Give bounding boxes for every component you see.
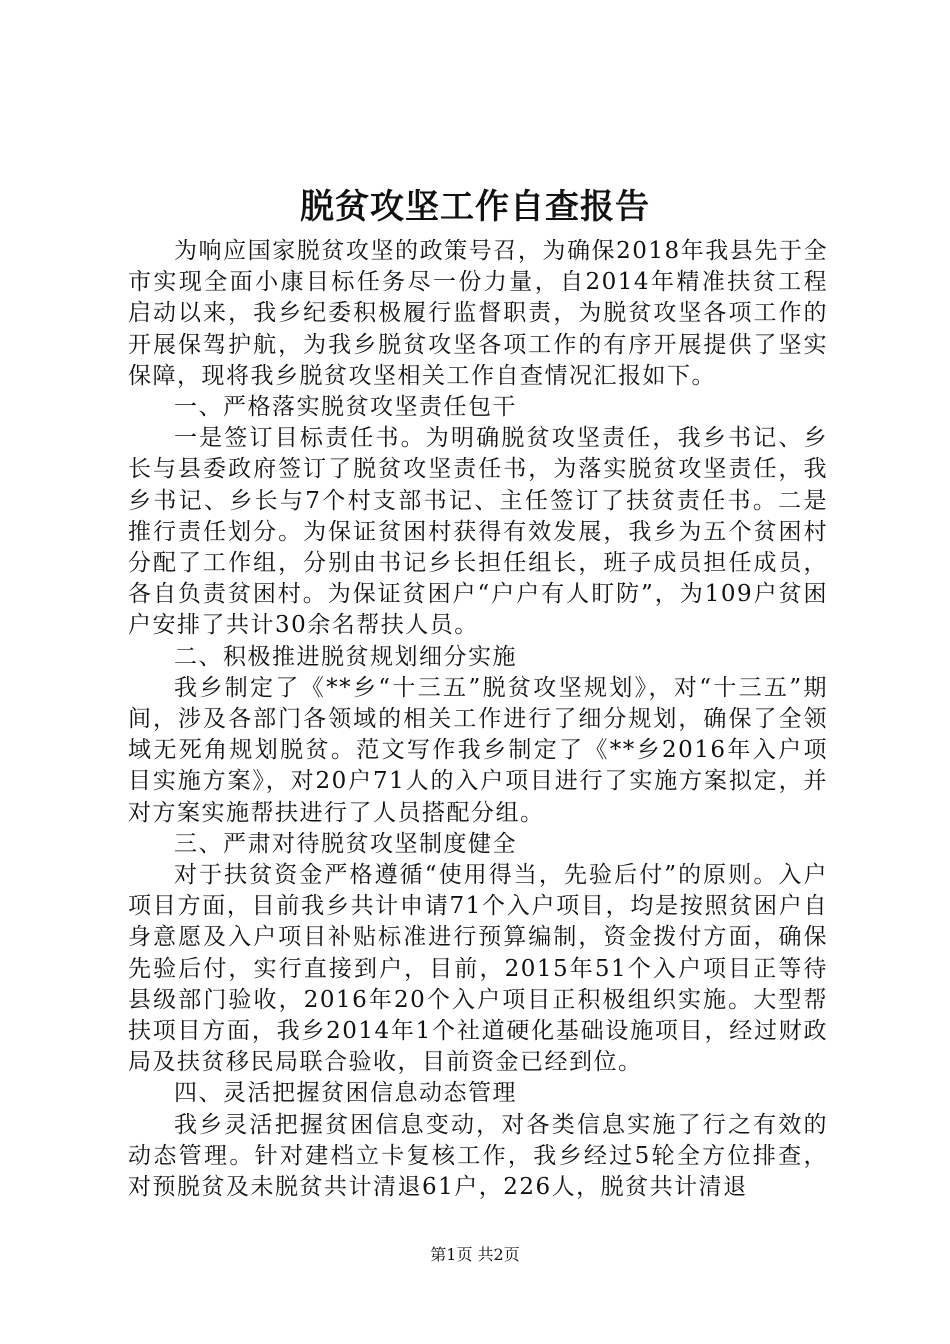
section-paragraph-1: 一是签订目标责任书。为明确脱贫攻坚责任，我乡书记、乡长与县委政府签订了脱贫攻坚责任书，为落实脱贫攻坚责任，我乡书记、乡长与7个村支部书记、主任签订了扶贫责任书。二是推行责任划分。为保证贫困村获得有效发展，我乡为五个贫困村分配了工作组，分别由书记乡长担任组长，班子成员担任成员，各自负责贫困村。为保证贫困户“户户有人盯防”，为109户贫困户安排了共计30余名帮扶人员。	[128, 425, 828, 639]
section-heading-4: 四、灵活把握贫困信息动态管理	[174, 1080, 517, 1107]
section-paragraph-3: 对于扶贫资金严格遵循“使用得当，先验后付”的原则。入户项目方面，目前我乡共计申请71个入户项目，均是按照贫困户自身意愿及入户项目补贴标准进行预算编制，资金拨付方面，确保先验后付，实行直接到户，目前，2015年51个入户项目正等待县级部门验收，2016年20个入户项目正积极组织实施。大型帮扶项目方面，我乡2014年1个社道硬化基础设施项目，经过财政局及扶贫移民局联合验收，目前资金已经到位。	[128, 862, 828, 1076]
section-paragraph-2: 我乡制定了《**乡“十三五”脱贫攻坚规划》，对“十三五”期间，涉及各部门各领域的相关工作进行了细分规划，确保了全领域无死角规划脱贫。范文写作我乡制定了《**乡2016年入户项目实施方案》，对20户71人的入户项目进行了实施方案拟定，并对方案实施帮扶进行了人员搭配分组。	[128, 674, 828, 826]
page-footer: 第1页 共2页	[430, 1245, 520, 1264]
section-paragraph-4: 我乡灵活把握贫困信息变动，对各类信息实施了行之有效的动态管理。针对建档立卡复核工作，我乡经过5轮全方位排查，对预脱贫及未脱贫共计清退61户，226人，脱贫共计清退	[128, 1111, 828, 1201]
section-heading-2: 二、积极推进脱贫规划细分实施	[174, 643, 517, 670]
section-heading-1: 一、严格落实脱贫攻坚责任包干	[174, 394, 517, 421]
intro-paragraph: 为响应国家脱贫攻坚的政策号召，为确保2018年我县先于全市实现全面小康目标任务尽一份力量，自2014年精准扶贫工程启动以来，我乡纪委积极履行监督职责，为脱贫攻坚各项工作的开展保驾护航，为我乡脱贫攻坚各项工作的有序开展提供了坚实保障，现将我乡脱贫攻坚相关工作自查情况汇报如下。	[128, 238, 828, 389]
document-body	[128, 236, 828, 1203]
document-title: 脱贫攻坚工作自查报告	[300, 187, 650, 227]
section-heading-3: 三、严肃对待脱贫攻坚制度健全	[174, 830, 517, 857]
